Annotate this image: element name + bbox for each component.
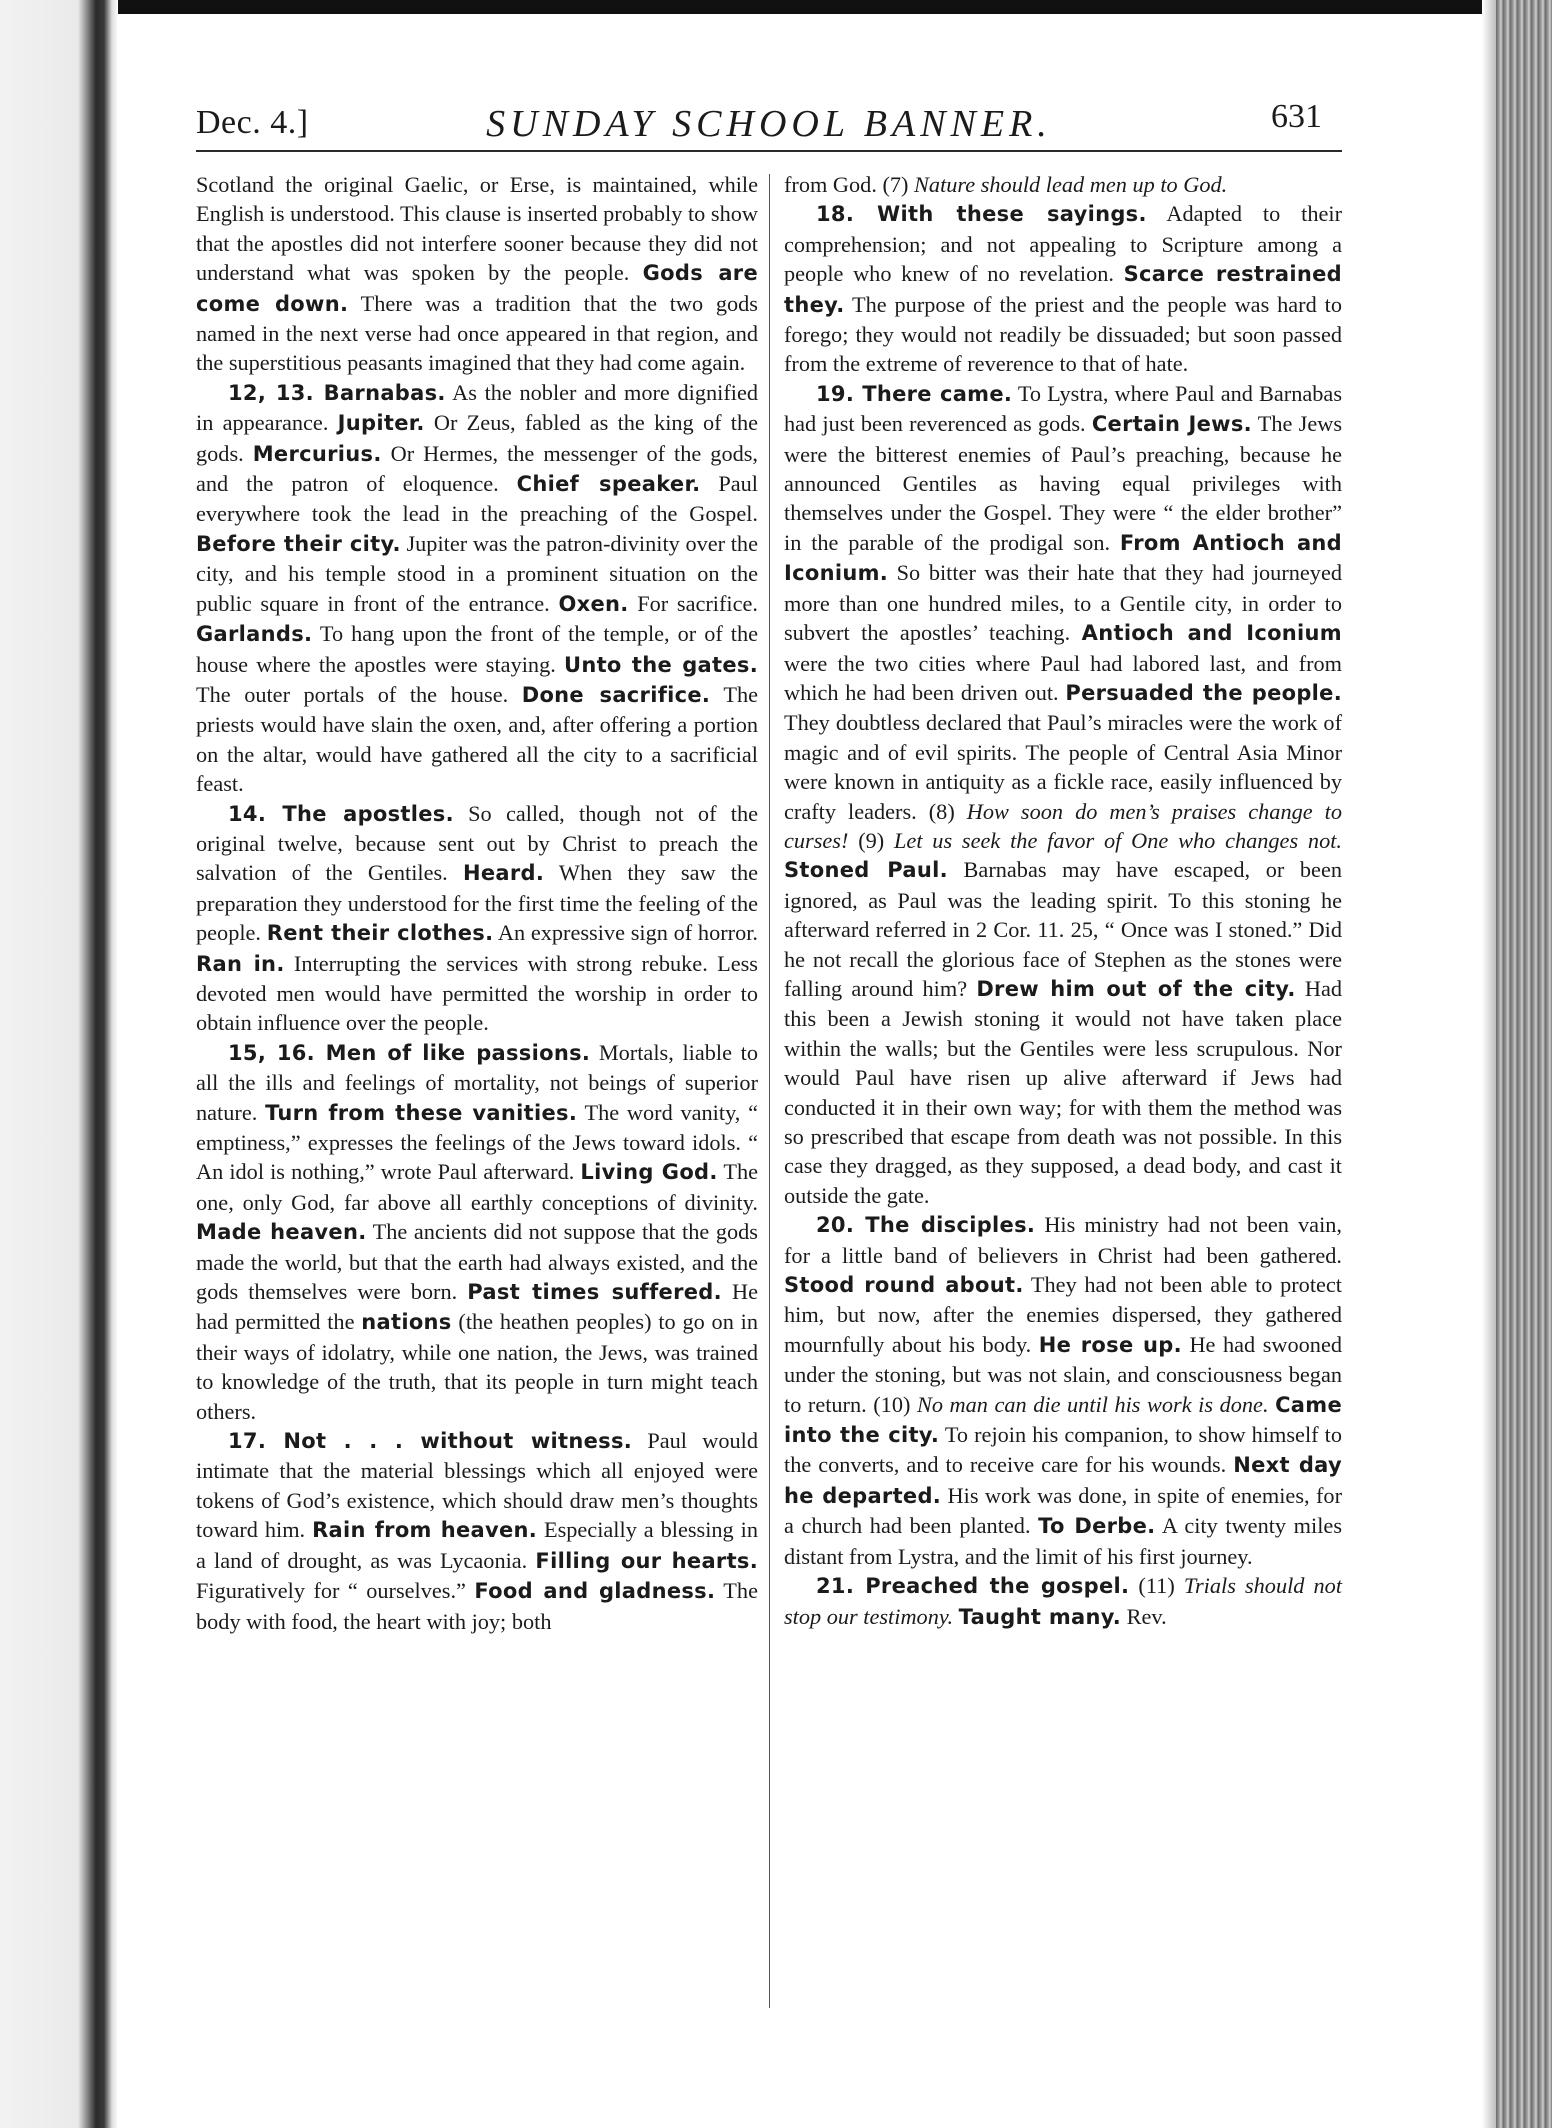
bold-term: 19. There came. — [816, 381, 1013, 406]
body-text: Mortals, liable to all the ills and feelings of mortality, not beings of superior nature. — [196, 1039, 759, 1125]
paragraph — [784, 1210, 1342, 1571]
body-text: Scotland the original Gaelic, or Erse, is maintained, while English is understood. This clause is inserted probably to show that the apostles did not interfere sooner because they did not understand what was spoken by the people. — [196, 172, 758, 286]
body-text: A city twenty miles distant from Lystra, and the limit of his first journey. — [784, 1513, 1342, 1569]
paragraph — [784, 199, 1342, 378]
body-text: They doubtless declared that Paul’s miracles were the work of magic and of evil spirits. The people of Central Asia Minor were known in antiquity as a fickle race, easily influenced by crafty leaders. (8) — [784, 710, 1342, 824]
body-text: There was a tradition that the two gods named in the next verse had once appeared in that region, and the superstitious peasants imagined that they had come again. — [196, 290, 758, 376]
bold-term: Certain Jews. — [1091, 412, 1252, 437]
italic-note: Let us seek the favor of One who changes not. — [894, 827, 1342, 853]
body-text: To Lystra, where Paul and Barnabas had just been reverenced as gods. — [784, 380, 1342, 437]
bold-term: nations — [361, 1310, 452, 1335]
body-text: Paul everywhere took the lead in the preaching of the Gospel. — [196, 471, 758, 527]
header-rule — [196, 150, 1342, 152]
paragraph — [196, 170, 758, 378]
body-text: (11) — [1129, 1573, 1184, 1599]
body-text: An expressive sign of horror. — [493, 920, 758, 946]
bold-term: Food and gladness. — [474, 1579, 716, 1604]
body-text: The one, only God, far above all earthly conceptions of divinity. — [196, 1159, 759, 1215]
body-text: His work was done, in spite of enemies, for a church had been planted. — [784, 1482, 1342, 1539]
body-text: Or Hermes, the messenger of the gods, and the patron of eloquence. — [196, 440, 758, 497]
body-text: The Jews were the bitterest enemies of Paul’s preaching, because he announced Gentiles as having equal privileges with themselves under the Gospel. They were “ the elder brother” in the parable of the prodigal son. — [784, 411, 1343, 555]
italic-note: How soon do men’s praises change to curses! — [784, 798, 1343, 853]
header-date: Dec. 4.] — [196, 104, 309, 141]
body-text: When they saw the preparation they understood for the first time the feeling of the people. — [196, 860, 758, 946]
bold-term: From Antioch and Iconium. — [784, 530, 1342, 586]
bold-term: Stoned Paul. — [784, 858, 948, 883]
bold-term: Unto the gates. — [563, 652, 758, 677]
body-text: (9) — [848, 827, 895, 853]
bold-term: Past times suffered. — [467, 1280, 722, 1305]
body-text: were the two cities where Paul had labored last, and from which he had been driven out. — [784, 650, 1342, 705]
bold-term: Rent their clothes. — [266, 921, 494, 946]
bold-term: 12, 13. Barnabas. — [228, 380, 446, 405]
body-text: To rejoin his companion, to show himself to the converts, and to receive care for his wounds. — [784, 1422, 1342, 1478]
bold-term: Persuaded the people. — [1065, 680, 1342, 705]
paragraph — [784, 170, 1342, 199]
paragraph — [196, 1426, 758, 1636]
body-text: The purpose of the priest and the people was hard to forego; they would not readily be dissuaded; but soon passed from the extreme of reverence to that of hate. — [784, 291, 1342, 377]
body-text: His ministry had not been vain, for a little band of believers in Christ had been gathered. — [784, 1212, 1342, 1268]
body-text: For sacrifice. — [628, 590, 758, 616]
bold-term: Chief speaker. — [516, 472, 701, 497]
body-text: from God. (7) — [784, 172, 915, 197]
body-text: Or Zeus, fabled as the king of the gods. — [196, 410, 758, 466]
column-divider — [769, 174, 770, 2008]
italic-note: Nature should lead men up to God. — [914, 172, 1228, 197]
body-text: The body with food, the heart with joy; both — [196, 1578, 758, 1634]
bold-term: Ran in. — [196, 951, 285, 976]
bold-term: To Derbe. — [1038, 1514, 1156, 1539]
bold-term: Mercurius. — [252, 441, 382, 466]
scan-gutter-left — [0, 0, 118, 2128]
bold-term: Taught many. — [958, 1604, 1122, 1629]
body-text: The ancients did not suppose that the gods made the world, but that the earth had always existed, and the gods themselves were born. — [196, 1219, 758, 1305]
bold-term: 18. With these sayings. — [816, 202, 1147, 227]
italic-note: Trials should not stop our testimony. — [784, 1573, 1343, 1629]
journal-title: SUNDAY SCHOOL BANNER. — [486, 103, 1052, 145]
scan-top-edge — [0, 0, 1552, 14]
bold-term: Rain from heaven. — [312, 1518, 538, 1543]
bold-term: Antioch and Iconium — [1081, 621, 1342, 646]
body-text: He had swooned under the stoning, but was not slain, and consciousness began to return. (10) — [784, 1331, 1342, 1417]
bold-term: Jupiter. — [337, 411, 425, 436]
bold-term: Done sacrifice. — [521, 682, 711, 707]
bold-term: 21. Preached the gospel. — [816, 1574, 1130, 1599]
bold-term: Filling our hearts. — [535, 1548, 758, 1573]
book-page — [196, 92, 1343, 1634]
body-text: To hang upon the front of the temple, or of the house where the apostles were staying. — [196, 621, 758, 677]
paragraph — [196, 1038, 758, 1426]
body-text: Rev. — [1121, 1603, 1167, 1629]
bold-term: 14. The apostles. — [228, 801, 454, 826]
body-text: Adapted to their comprehension; and not appealing to Scripture among a people who knew of no revelation. — [784, 201, 1342, 287]
running-head — [196, 92, 1342, 154]
bold-term: Scarce restrained they. — [784, 262, 1342, 317]
body-text: The outer portals of the house. — [196, 681, 522, 707]
body-text: As the nobler and more dignified in appearance. — [196, 379, 758, 436]
paragraph — [196, 378, 758, 799]
body-text: Interrupting the services with strong rebuke. Less devoted men would have permitted the worship in order to obtain influence over the people. — [196, 950, 758, 1036]
body-text: They had not been able to protect him, but now, after the enemies dispersed, they gathered mournfully about his body. — [784, 1272, 1343, 1357]
bold-term: 17. Not . . . without witness. — [228, 1429, 633, 1454]
body-text: Barnabas may have escaped, or been ignored, as Paul was the leading spirit. To this stoning he afterward referred in 2 Cor. 11. 25, “ Once was I stoned.” Did he not recall the glorious face of Stephen as the stones were falling around him? — [784, 857, 1342, 1001]
bold-term: 15, 16. Men of like passions. — [228, 1040, 591, 1065]
body-text: Especially a blessing in a land of drought, as was Lycaonia. — [196, 1517, 758, 1573]
body-text: Had this been a Jewish stoning it would not have taken place within the walls; but the Gentiles were less scrupulous. Nor would Paul have risen up alive afterward if Jews had conducted it in their own way; for with them the method was so prescribed that escape from death was not possible. In this case they dragged, as they supposed, a dead body, and cast it outside the gate. — [784, 975, 1342, 1208]
page-number: 631 — [1271, 98, 1322, 135]
body-text: Jupiter was the patron-divinity over the city, and his temple stood in a prominent situation on the public square in front of the entrance. — [196, 530, 758, 616]
body-text: The word vanity, “ emptiness,” expresses the feelings of the Jews toward idols. “ An idol is nothing,” wrote Paul afterward. — [196, 1099, 759, 1185]
bold-term: Made heaven. — [196, 1220, 367, 1245]
right-column — [784, 170, 1342, 1632]
italic-note: No man can die until his work is done. — [916, 1391, 1269, 1417]
bold-term: Garlands. — [196, 622, 313, 647]
body-text: Figuratively for “ ourselves.” — [196, 1578, 475, 1604]
body-text: (the heathen peoples) to go on in their ways of idolatry, while one nation, the Jews, was trained to knowledge of the truth, that its people in turn might teach others. — [196, 1309, 758, 1424]
bold-term: He rose up. — [1038, 1332, 1182, 1357]
paragraph — [784, 379, 1342, 1210]
bold-term: 20. The disciples. — [816, 1213, 1036, 1238]
body-text: He had permitted the — [196, 1279, 759, 1335]
left-column — [196, 170, 758, 1636]
bold-term: Drew him out of the city. — [976, 976, 1296, 1001]
scan-page-edges-right — [1496, 0, 1552, 2128]
bold-term: Living God. — [580, 1160, 718, 1185]
bold-term: Before their city. — [196, 531, 401, 556]
body-text: The priests would have slain the oxen, and, after offering a portion on the altar, would have gathered all the city to a sacrificial feast. — [196, 681, 759, 797]
paragraph — [784, 1571, 1342, 1632]
bold-term: Came into the city. — [784, 1392, 1343, 1448]
bold-term: Next day he departed. — [784, 1453, 1342, 1508]
body-text: So called, though not of the original twelve, because sent out by Christ to preach the salvation of the Gentiles. — [196, 800, 758, 886]
body-text: Paul would intimate that the material blessings which all enjoyed were tokens of God’s existence, which should draw men’s thoughts toward him. — [196, 1428, 758, 1543]
bold-term: Turn from these vanities. — [265, 1100, 578, 1125]
paragraph — [196, 799, 758, 1038]
bold-term: Gods are come down. — [196, 261, 758, 316]
body-text: So bitter was their hate that they had journeyed more than one hundred miles, to a Gentile city, in order to subvert the apostles’ teaching. — [784, 560, 1342, 646]
bold-term: Heard. — [462, 861, 545, 886]
bold-term: Stood round about. — [784, 1273, 1024, 1298]
bold-term: Oxen. — [558, 591, 629, 616]
